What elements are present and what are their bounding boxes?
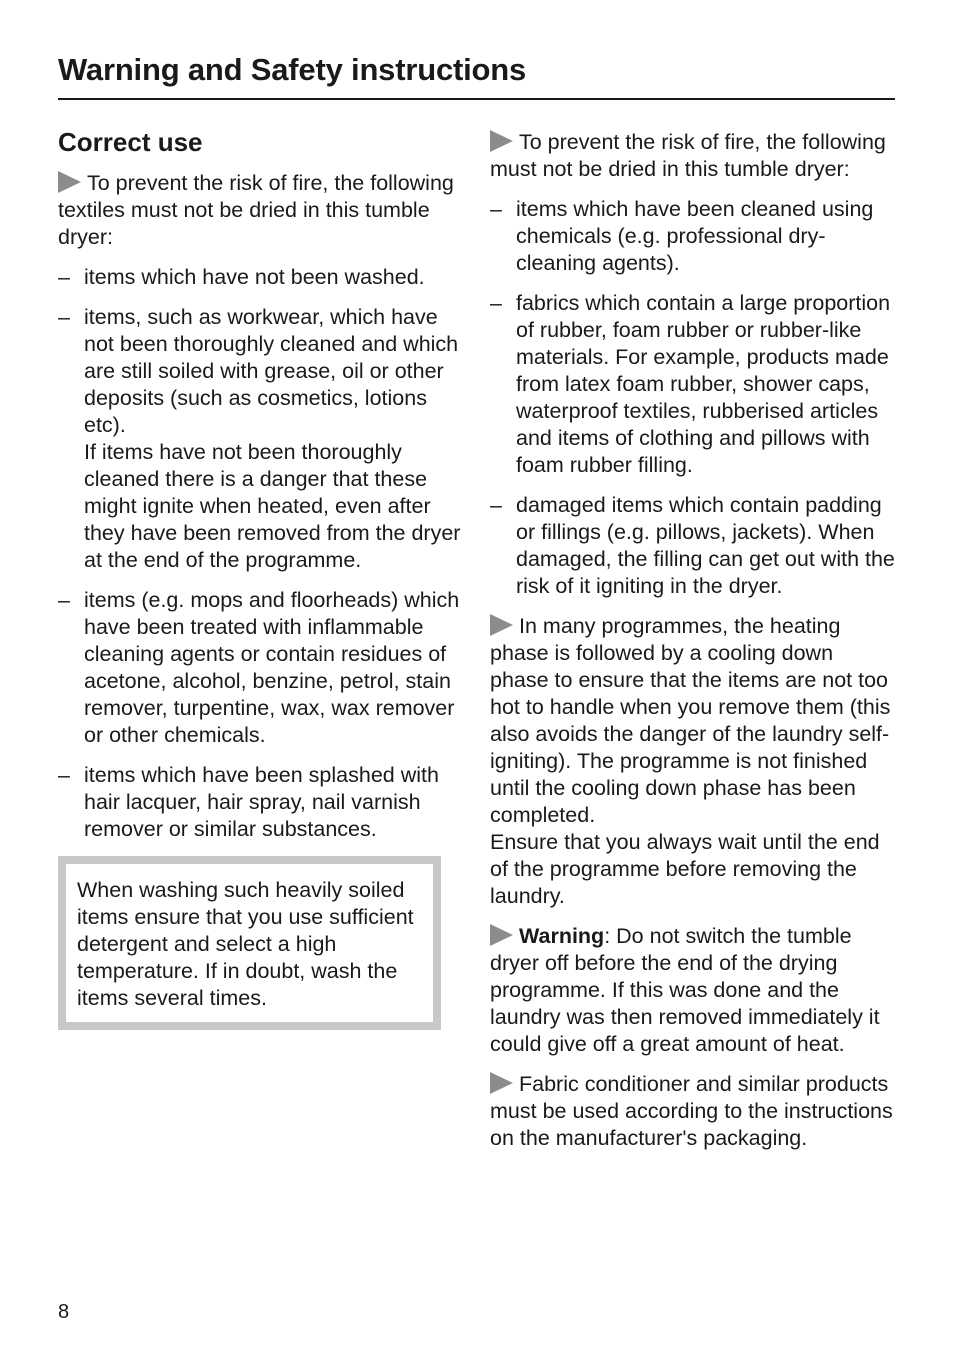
dash-icon: – — [58, 763, 70, 787]
page-number: 8 — [58, 1301, 70, 1323]
list-item-extra: If items have not been thoroughly cleaned there is a danger that these might ignite when heated, even after they have been removed from the dryer at the end of the programme. — [84, 440, 461, 572]
prohibited-textiles-list — [58, 264, 465, 843]
conditioner-paragraph: Fabric conditioner and similar products must be used according to the instructions on the manufacturer's packaging. — [490, 1072, 893, 1150]
left-column — [58, 126, 465, 1030]
dash-icon: – — [58, 305, 70, 329]
warning-label: Warning — [519, 924, 605, 948]
right-column — [490, 129, 897, 1165]
arrow-bullet-icon — [58, 171, 81, 193]
page-title: Warning and Safety instructions — [58, 52, 527, 87]
list-item: – items which have not been washed. — [58, 265, 425, 289]
list-item: – items which have been cleaned using chemicals (e.g. professional dry-cleaning agents). — [490, 197, 874, 275]
dash-icon: – — [490, 493, 502, 517]
intro-paragraph: To prevent the risk of fire, the following textiles must not be dried in this tumble dryer: — [58, 171, 454, 249]
list-item: – fabrics which contain a large proportion of rubber, foam rubber or rubber-like materials. For example, products made from latex foam rubber, shower caps, waterproof textiles, rubberised articles and items of clothing and pillows with foam rubber filling. — [490, 291, 891, 477]
arrow-bullet-icon — [490, 1072, 513, 1094]
dash-icon: – — [490, 291, 502, 315]
dash-icon: – — [58, 265, 70, 289]
dash-icon: – — [58, 588, 70, 612]
list-item: – items which have been splashed with hair lacquer, hair spray, nail varnish remover or similar substances. — [58, 763, 439, 841]
list-item: – items, such as workwear, which have not been thoroughly cleaned and which are still soiled with grease, oil or other deposits (such as cosmetics, lotions etc). If items have not been thoroughly cleaned there is a danger that these might ignite when heated, even after they have been removed from the dryer at the end of the programme. — [58, 305, 461, 572]
intro-paragraph: To prevent the risk of fire, the following must not be dried in this tumble dryer: — [490, 130, 886, 181]
arrow-bullet-icon — [490, 130, 513, 152]
list-item: – items (e.g. mops and floorheads) which have been treated with inflammable cleaning agents or contain residues of acetone, alcohol, benzine, petrol, stain remover, turpentine, wax, wax remover or other chemicals. — [58, 588, 460, 747]
dash-icon: – — [490, 197, 502, 221]
note-box — [58, 856, 441, 1030]
warning-paragraph: Warning: Do not switch the tumble dryer off before the end of the drying programme. If this was done and the laundry was then removed immediately it could give off a great amount of heat. — [490, 924, 880, 1056]
arrow-bullet-icon — [490, 614, 513, 636]
page-header — [58, 52, 895, 100]
arrow-bullet-icon — [490, 924, 513, 946]
cooling-paragraph: In many programmes, the heating phase is followed by a cooling down phase to ensure that the items are not too hot to handle when you remove them (this also avoids the danger of the laundry self-igniting). The programme is not finished until the cooling down phase has been completed. Ensure that you always wait until the end of the programme before removing the laundry. — [490, 614, 891, 908]
note-text: When washing such heavily soiled items ensure that you use sufficient detergent and select a high temperature. If in doubt, wash the items several times. — [77, 878, 414, 1010]
section-heading: Correct use — [58, 127, 203, 157]
list-item: – damaged items which contain padding or fillings (e.g. pillows, jackets). When damaged, the filling can get out with the risk of it igniting in the dryer. — [490, 493, 895, 598]
prohibited-items-list — [490, 196, 897, 600]
